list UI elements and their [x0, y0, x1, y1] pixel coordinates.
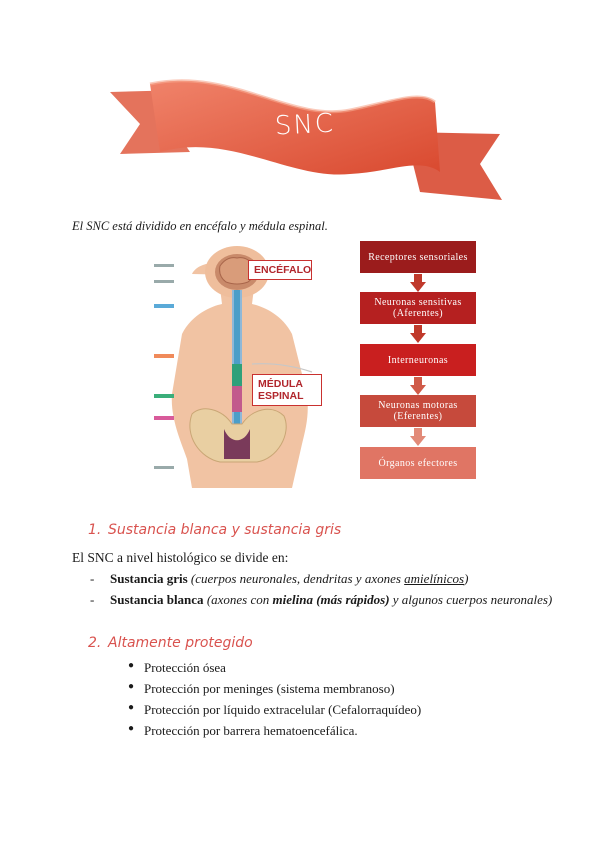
- list-item: ● Protección por barrera hematoencefálica.: [128, 723, 421, 744]
- label-medula-espinal: MÉDULA ESPINAL: [252, 374, 322, 406]
- down-arrow-icon: [410, 428, 426, 446]
- protection-list: [128, 660, 421, 744]
- nervous-system-illustration: [152, 244, 322, 488]
- flow-box-receptores: Receptores sensoriales: [360, 241, 476, 273]
- section-1-title: 1. Sustancia blanca y sustancia gris: [88, 522, 342, 538]
- list-item-sustancia-gris: - Sustancia gris (cuerpos neuronales, dendritas y axones amielínicos): [90, 571, 469, 586]
- intro-text: El SNC está dividido en encéfalo y médula espinal.: [72, 219, 328, 233]
- list-item-sustancia-blanca: - Sustancia blanca (axones con mielina (más rápidos) y algunos cuerpos neuronales): [90, 592, 553, 607]
- flow-box-neuronas-sensitivas: Neuronas sensitivas (Aferentes): [360, 292, 476, 324]
- flow-box-organos-efectores: Órganos efectores: [360, 447, 476, 479]
- label-encefalo: ENCÉFALO: [248, 260, 312, 280]
- flow-box-interneuronas: Interneuronas: [360, 344, 476, 376]
- down-arrow-icon: [410, 274, 426, 292]
- list-item: ● Protección por meninges (sistema membranoso): [128, 681, 421, 702]
- flow-box-neuronas-motoras: Neuronas motoras (Eferentes): [360, 395, 476, 427]
- down-arrow-icon: [410, 377, 426, 395]
- list-item: ● Protección por líquido extracelular (Cefalorraquídeo): [128, 702, 421, 723]
- list-item: ● Protección ósea: [128, 660, 421, 681]
- section-1-lead: El SNC a nivel histológico se divide en:: [72, 550, 289, 565]
- banner-title: SNC: [274, 108, 336, 142]
- section-2-title: 2. Altamente protegido: [88, 635, 253, 651]
- down-arrow-icon: [410, 325, 426, 343]
